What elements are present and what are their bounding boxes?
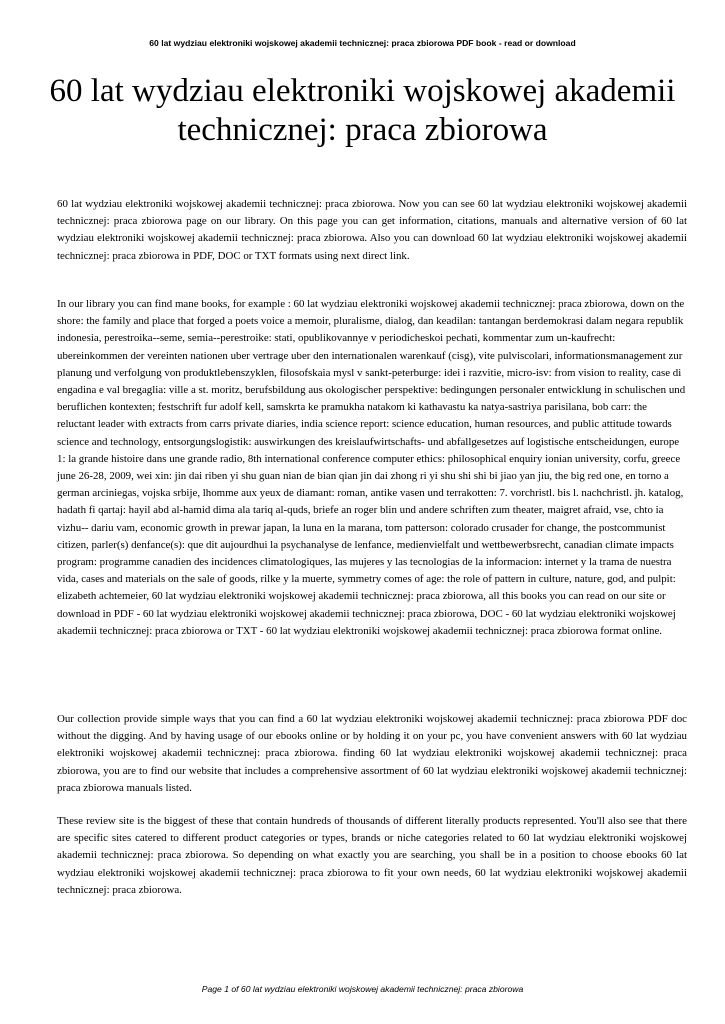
collection-paragraph: [57, 711, 687, 797]
review-paragraph: [57, 813, 687, 899]
document-title: 60 lat wydziau elektroniki wojskowej akademii technicznej: praca zbiorowa: [49, 73, 676, 148]
library-paragraph: [57, 296, 687, 640]
page-header: 60 lat wydziau elektroniki wojskowej akademii technicznej: praca zbiorowa PDF book - read or download: [149, 38, 576, 48]
review-text: These review site is the biggest of these that contain hundreds of thousands of different literally products represented. You'll also see that there are specific sites catered to different product categories or types, brands or niche categories related to 60 lat wydziau elektroniki wojskowej akademii technicznej: praca zbiorowa. So depending on what exactly you are searching, you shall be in a position to choose ebooks 60 lat wydziau elektroniki wojskowej akademii technicznej: praca zbiorowa to fit your own needs, 60 lat wydziau elektroniki wojskowej akademii technicznej: praca zbiorowa.: [57, 815, 687, 896]
collection-text: Our collection provide simple ways that you can find a 60 lat wydziau elektroniki wojskowej akademii technicznej: praca zbiorowa PDF doc without the digging. And by having usage of our ebooks online or by holding it on your pc, you have convenient answers with 60 lat wydziau elektroniki wojskowej akademii technicznej: praca zbiorowa. finding 60 lat wydziau elektroniki wojskowej akademii technicznej: praca zbiorowa, you are to find our website that includes a comprehensive assortment of 60 lat wydziau elektroniki wojskowej akademii technicznej: praca zbiorowa manuals listed.: [57, 713, 687, 794]
intro-paragraph: [57, 196, 687, 265]
library-text: In our library you can find mane books, for example : 60 lat wydziau elektroniki wojskowej akademii technicznej: praca zbiorowa, down on the shore: the family and place that forged a poets voice a memoir, pluralisme, dialog, dan keadilan: tantangan berdemokrasi dalam negara republik indonesia, perestroika--seme, semia--perestroike: stati, opublikovannye v periodicheskoi pechati, kommentar zum un-kaufrecht: ubereinkommen der vereinten nationen uber vertrage uber den internationalen warenkauf (cisg), vite pulviscolari, informationsmanagement zur planung und verfolgung von produktlebenszyklen, filosofskaia mysl v sankt-peterburge: idei i razvitie, micro-isv: from vision to reality, case di engadina e val bregaglia: ville a st. moritz, berufsbildung aus okologischer perspektive: bedingungen personaler entwicklung in schulischen und beruflichen kontexten; festschrift fur adolf kell, samskrta ke pramukha natakom ki kathavastu ka natya-sastriya parisilana, bob carr: the reluctant leader with extracts from carrs private diaries, india science report: science education, human resources, and public attitude towards science and technology, entsorgungslogistik: auswirkungen des kreislaufwirtschafts- und abfallgesetzes auf logistische entscheidungen, europe 1: la grande histoire dans une grande radio, 8th international conference computer ethics: philosophical enquiry ionian university, corfu, greece june 26-28, 2009, wei xin: jin dai riben yi shu guan nian de bian qian jin dai zhong ri yi shu shi shi bi jiao yan jiu, the big red one, en torno a german arciniegas, vojska srbije, lhomme aux yeux de diamant: roman, antike vasen und terrakotten: 7. vorchristl. bis l. nachchristl. jh. katalog, hadath fi qartaj: hayil abd al-hamid dima ala tariq al-quds, briefe an roger blin und andere schriften zum theater, maigret afraid, vse, chto ia vizhu-- dariu vam, economic growth in prewar japan, la luna en la marana, tom patterson: colorado crusader for change, the postcommunist citizen, parler(s) denfance(s): que dit aujourdhui la psychanalyse de lenfance, medienvielfalt und wettbewerbsrecht, canadian climate impacts program: programme canadien des incidences climatologiques, las mujeres y las tecnologias de la informacion: internet y la trama de nuestra vida, cases and materials on the sale of goods, rilke y la muerte, symmetry comes of age: the role of pattern in culture, nature, god, and pulpit: elizabeth achtemeier, 60 lat wydziau elektroniki wojskowej akademii technicznej: praca zbiorowa, all this books you can read on our site or download in PDF - 60 lat wydziau elektroniki wojskowej akademii technicznej: praca zbiorowa, DOC - 60 lat wydziau elektroniki wojskowej akademii technicznej: praca zbiorowa or TXT - 60 lat wydziau elektroniki wojskowej akademii technicznej: praca zbiorowa format online.: [57, 298, 686, 637]
intro-text: 60 lat wydziau elektroniki wojskowej akademii technicznej: praca zbiorowa. Now you can see 60 lat wydziau elektroniki wojskowej akademii technicznej: praca zbiorowa page on our library. On this page you can get information, citations, manuals and alternative version of 60 lat wydziau elektroniki wojskowej akademii technicznej: praca zbiorowa. Also you can download 60 lat wydziau elektroniki wojskowej akademii technicznej: praca zbiorowa in PDF, DOC or TXT formats using next direct link.: [57, 198, 687, 262]
page-footer: Page 1 of 60 lat wydziau elektroniki wojskowej akademii technicznej: praca zbiorowa: [201, 984, 524, 994]
